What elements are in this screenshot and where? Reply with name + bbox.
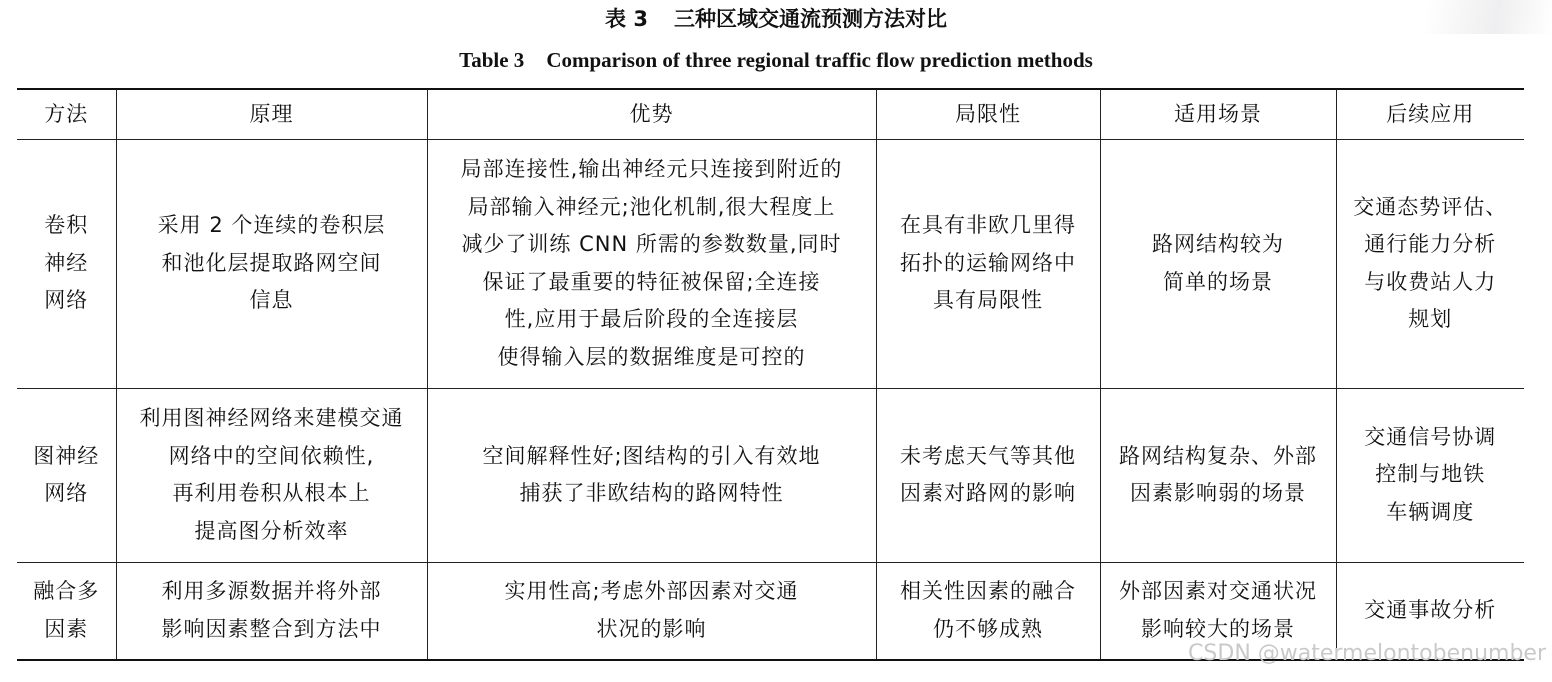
cell-line: 拓扑的运输网络中 [900,250,1076,275]
cell-method [17,562,116,660]
cell-line: 仍不够成熟 [933,616,1043,641]
caption-zh-number: 表 3 [605,7,648,31]
header-scenario: 适用场景 [1100,89,1336,139]
cell-line: 信息 [249,288,294,313]
cell-line: 因素影响弱的场景 [1130,481,1306,505]
cell-principle [116,388,427,562]
cell-line: 路网结构复杂、外部 [1119,443,1317,468]
cell-line: 实用性高;考虑外部因素对交通 [504,579,799,604]
cell-line: 状况的影响 [596,616,707,641]
caption-en-number: Table 3 [459,48,525,72]
cell-advantage [427,562,876,660]
cell-line: 车辆调度 [1386,499,1475,524]
table-row [17,388,1524,562]
cell-line: 影响因素整合到方法中 [161,616,382,641]
watermark: CSDN @watermelontobenumber [1188,641,1546,666]
cell-scenario [1100,139,1336,388]
cell-advantage [427,139,876,388]
cell-line: 性,应用于最后阶段的全连接层 [504,307,799,331]
cell-line: 简单的场景 [1163,269,1273,294]
table-row [17,139,1524,388]
cell-line: 相关性因素的融合 [900,579,1076,604]
cell-line: 利用图神经网络来建模交通 [139,406,404,430]
cell-line: 通行能力分析 [1364,232,1497,256]
cell-line: 局部连接性,输出神经元只连接到附近的 [460,157,843,181]
cell-line: 网络中的空间依赖性, [168,443,375,468]
caption-zh-text: 三种区域交通流预测方法对比 [673,7,947,31]
cell-limitation [876,388,1100,562]
header-application: 后续应用 [1336,89,1524,139]
cell-line: 外部因素对交通状况 [1119,579,1317,604]
cell-line: 交通态势评估、 [1353,194,1508,219]
cell-line: 使得输入层的数据维度是可控的 [497,344,806,369]
table-caption-en [0,45,1552,75]
header-principle: 原理 [116,89,427,139]
cell-principle [116,562,427,660]
header-method: 方法 [17,89,116,139]
cell-line: 因素 [44,616,89,641]
cell-line: 未考虑天气等其他 [900,443,1076,468]
cell-line: 和池化层提取路网空间 [161,250,382,275]
cell-line: 局部输入神经元;池化机制,很大程度上 [467,194,836,219]
cell-method [17,388,116,562]
cell-limitation [876,139,1100,388]
cell-line: 神经 [44,250,89,275]
cell-scenario [1100,388,1336,562]
cell-line: 网络 [44,481,89,505]
cell-line: 因素对路网的影响 [900,481,1076,505]
cell-method [17,139,116,388]
header-advantage: 优势 [427,89,876,139]
comparison-table [17,88,1524,661]
cell-line: 影响较大的场景 [1141,616,1295,641]
cell-line: 具有局限性 [933,288,1043,313]
cell-line: 交通事故分析 [1364,598,1497,622]
cell-line: 交通信号协调 [1364,424,1497,449]
cell-line: 捕获了非欧结构的路网特性 [519,481,784,505]
cell-limitation [876,562,1100,660]
cell-line: 路网结构较为 [1152,232,1284,256]
cell-principle [116,139,427,388]
cell-line: 与收费站人力 [1364,269,1497,294]
cell-line: 网络 [44,288,89,313]
cell-line: 提高图分析效率 [194,518,349,543]
cell-line: 控制与地铁 [1375,462,1486,487]
cell-line: 融合多 [33,579,100,604]
cell-line: 在具有非欧几里得 [900,213,1076,238]
header-limitation: 局限性 [876,89,1100,139]
cell-line: 减少了训练 CNN 所需的参数数量,同时 [461,232,842,256]
table-caption-zh [0,4,1552,34]
cell-line: 卷积 [44,213,89,238]
cell-line: 再利用卷积从根本上 [172,481,371,505]
cell-application [1336,139,1524,388]
cell-line: 利用多源数据并将外部 [161,579,382,604]
cell-line: 采用 2 个连续的卷积层 [157,213,386,238]
table-header-row [17,89,1524,139]
cell-line: 规划 [1408,307,1453,331]
cell-line: 保证了最重要的特征被保留;全连接 [482,269,821,294]
cell-line: 图神经 [33,443,100,468]
cell-advantage [427,388,876,562]
caption-en-text: Comparison of three regional traffic flow prediction methods [546,48,1093,72]
cell-application [1336,388,1524,562]
cell-line: 空间解释性好;图结构的引入有效地 [482,443,821,468]
